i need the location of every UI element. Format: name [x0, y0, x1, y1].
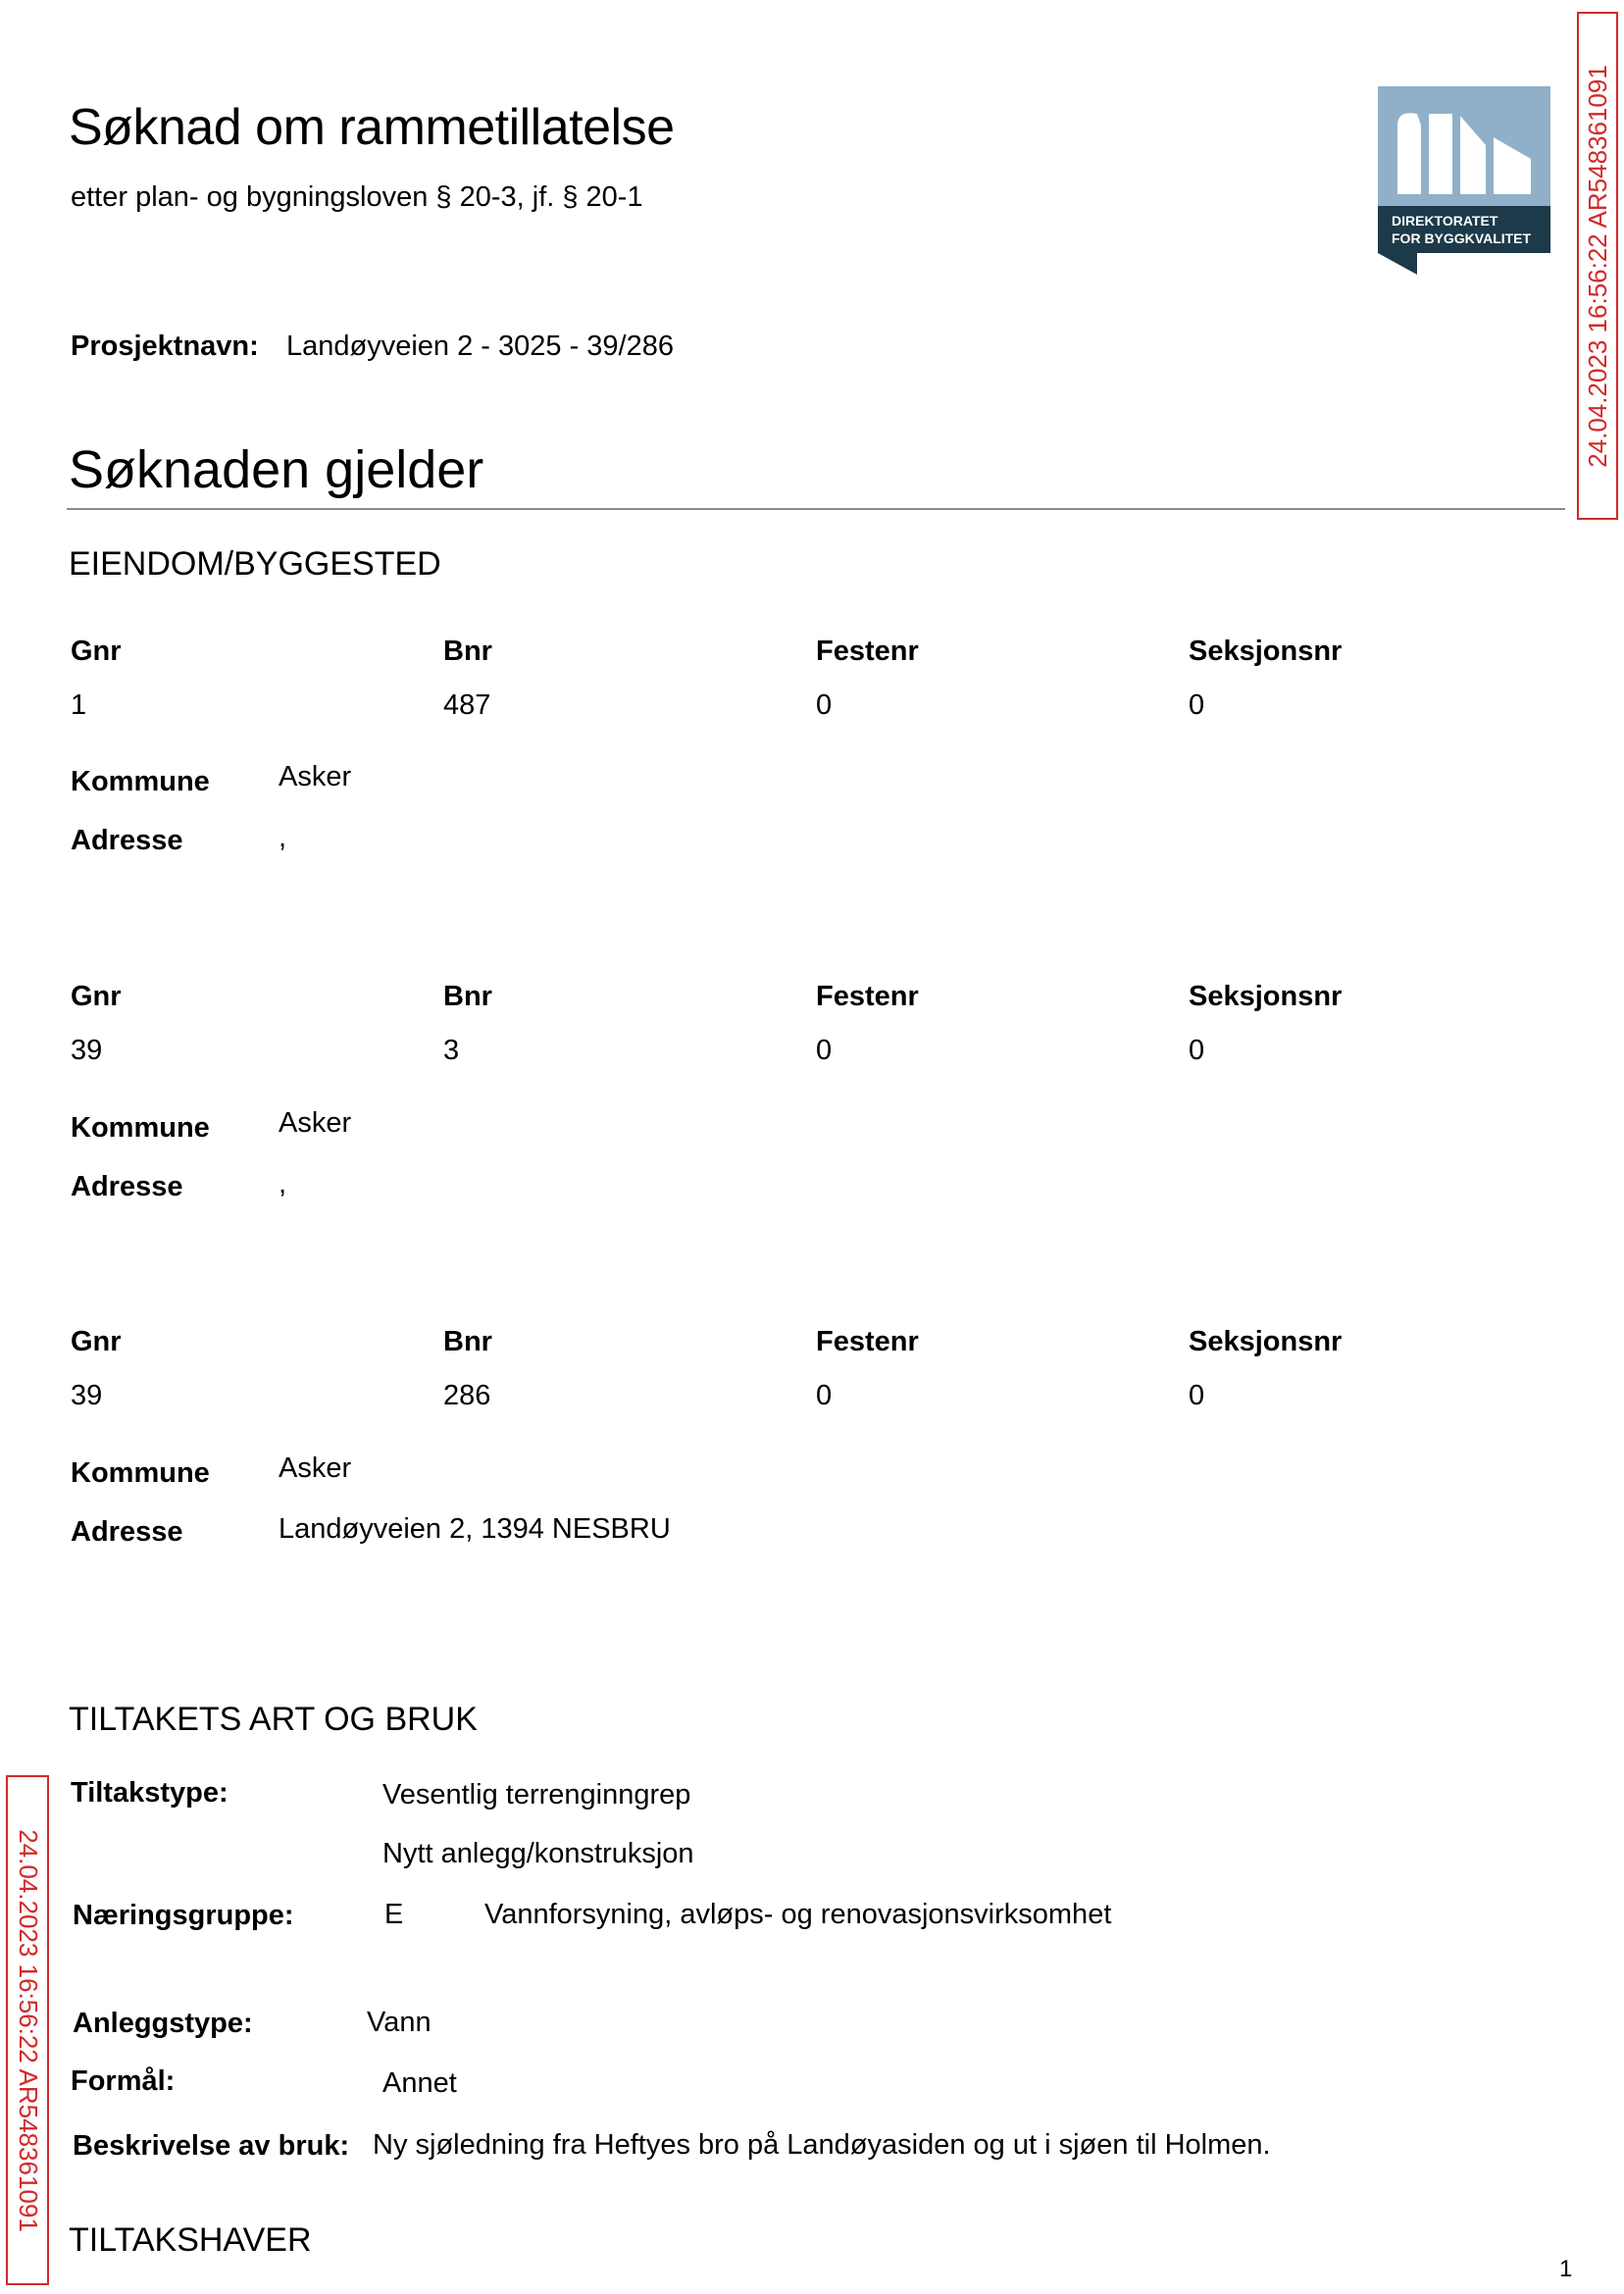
tiltakshaver-heading: TILTAKSHAVER [69, 2221, 312, 2259]
seksjonsnr-label: Seksjonsnr [1189, 981, 1343, 1012]
project-value: Landøyveien 2 - 3025 - 39/286 [286, 331, 674, 362]
festenr-value: 0 [816, 1035, 833, 1066]
formal-label: Formål: [71, 2065, 176, 2097]
adresse-value: Landøyveien 2, 1394 NESBRU [279, 1513, 671, 1545]
svg-text:DIREKTORATET: DIREKTORATET [1392, 213, 1498, 229]
bnr-label: Bnr [443, 1326, 492, 1357]
kommune-label: Kommune [71, 1112, 210, 1144]
naeringsgruppe-text: Vannforsyning, avløps- og renovasjonsvirksomhet [484, 1899, 1112, 1930]
gnr-label: Gnr [71, 1326, 122, 1357]
date-stamp: 24.04.2023 16:56:22 AR548361091 [1577, 12, 1618, 520]
tiltak-heading: TILTAKETS ART OG BRUK [69, 1701, 478, 1738]
adresse-label: Adresse [71, 1516, 183, 1548]
gnr-value: 39 [71, 1035, 103, 1066]
naeringsgruppe-code: E [384, 1899, 404, 1930]
gnr-value: 1 [71, 689, 87, 721]
adresse-value: , [279, 822, 287, 853]
bnr-value: 487 [443, 689, 491, 721]
gnr-label: Gnr [71, 981, 122, 1012]
tiltakstype-label: Tiltakstype: [71, 1777, 228, 1809]
beskrivelse-label: Beskrivelse av bruk: [73, 2130, 350, 2162]
festenr-value: 0 [816, 1380, 833, 1411]
eiendom-heading: EIENDOM/BYGGESTED [69, 545, 441, 583]
date-stamp: 24.04.2023 16:56:22 AR548361091 [6, 1775, 49, 2285]
naeringsgruppe-label: Næringsgruppe: [73, 1900, 294, 1931]
bnr-label: Bnr [443, 636, 492, 667]
adresse-label: Adresse [71, 825, 183, 856]
formal-value: Annet [382, 2067, 457, 2099]
anleggstype-label: Anleggstype: [73, 2008, 253, 2039]
page-title: Søknad om rammetillatelse [69, 99, 675, 156]
festenr-label: Festenr [816, 981, 919, 1012]
kommune-label: Kommune [71, 1457, 210, 1489]
kommune-value: Asker [279, 761, 352, 792]
anleggstype-value: Vann [367, 2007, 431, 2038]
bnr-value: 3 [443, 1035, 460, 1066]
beskrivelse-value: Ny sjøledning fra Heftyes bro på Landøyasiden og ut i sjøen til Holmen. [373, 2129, 1271, 2161]
seksjonsnr-label: Seksjonsnr [1189, 636, 1343, 667]
page-number: 1 [1559, 2256, 1573, 2282]
seksjonsnr-label: Seksjonsnr [1189, 1326, 1343, 1357]
kommune-value: Asker [279, 1453, 352, 1484]
seksjonsnr-value: 0 [1189, 689, 1205, 721]
kommune-value: Asker [279, 1107, 352, 1139]
page-subtitle: etter plan- og bygningsloven § 20-3, jf. § 20-1 [71, 181, 643, 213]
divider [67, 508, 1565, 510]
adresse-label: Adresse [71, 1171, 183, 1202]
svg-text:FOR BYGGKVALITET: FOR BYGGKVALITET [1392, 230, 1532, 246]
seksjonsnr-value: 0 [1189, 1380, 1205, 1411]
dibk-logo-icon [1378, 86, 1550, 275]
tiltakstype-value: Vesentlig terrenginngrep [382, 1779, 691, 1810]
seksjonsnr-value: 0 [1189, 1035, 1205, 1066]
festenr-label: Festenr [816, 636, 919, 667]
bnr-label: Bnr [443, 981, 492, 1012]
section-heading: Søknaden gjelder [69, 440, 484, 499]
gnr-value: 39 [71, 1380, 103, 1411]
kommune-label: Kommune [71, 766, 210, 797]
adresse-value: , [279, 1168, 287, 1199]
festenr-label: Festenr [816, 1326, 919, 1357]
gnr-label: Gnr [71, 636, 122, 667]
tiltakstype-value: Nytt anlegg/konstruksjon [382, 1838, 694, 1869]
festenr-value: 0 [816, 689, 833, 721]
project-label: Prosjektnavn: [71, 331, 259, 362]
bnr-value: 286 [443, 1380, 491, 1411]
